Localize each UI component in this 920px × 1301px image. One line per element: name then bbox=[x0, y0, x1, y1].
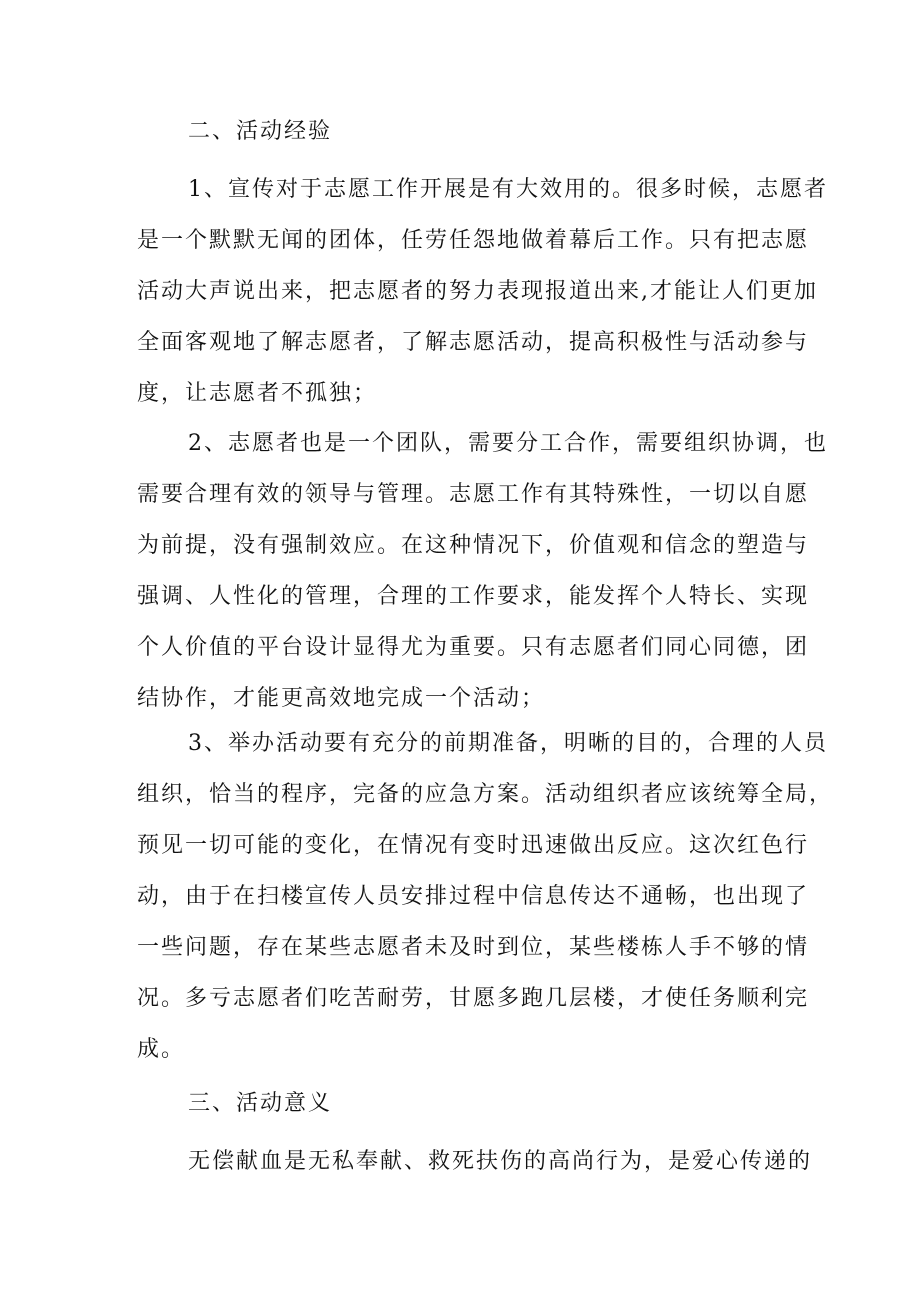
paragraph-line: 组织，恰当的程序，完备的应急方案。活动组织者应该统筹全局， bbox=[137, 782, 834, 807]
paragraph-line: 全面客观地了解志愿者，了解志愿活动，提高积极性与活动参与 bbox=[137, 330, 810, 355]
paragraph-line: 3、举办活动要有充分的前期准备，明晰的目的，合理的人员 bbox=[188, 731, 828, 756]
paragraph-3 bbox=[137, 718, 834, 1075]
paragraph-line: 强调、人性化的管理，合理的工作要求，能发挥个人特长、实现 bbox=[137, 584, 810, 609]
paragraph-line: 为前提，没有强制效应。在这种情况下，价值观和信念的塑造与 bbox=[137, 533, 810, 558]
paragraph-line: 一些问题，存在某些志愿者未及时到位，某些楼栋人手不够的情 bbox=[137, 935, 810, 960]
paragraph-4 bbox=[137, 1136, 813, 1187]
section-heading-activity-significance: 三、活动意义 bbox=[188, 1091, 333, 1116]
paragraph-2 bbox=[137, 418, 828, 724]
paragraph-line: 2、志愿者也是一个团队，需要分工合作，需要组织协调，也 bbox=[188, 431, 828, 456]
paragraph-line: 是一个默默无闻的团体，任劳任怨地做着幕后工作。只有把志愿 bbox=[137, 228, 810, 253]
paragraph-line: 无偿献血是无私奉献、救死扶伤的高尚行为，是爱心传递的 bbox=[188, 1149, 813, 1174]
paragraph-line: 况。多亏志愿者们吃苦耐劳，甘愿多跑几层楼，才使任务顺利完 bbox=[137, 986, 810, 1011]
paragraph-line: 需要合理有效的领导与管理。志愿工作有其特殊性，一切以自愿 bbox=[137, 482, 810, 507]
paragraph-line: 1、宣传对于志愿工作开展是有大效用的。很多时候，志愿者 bbox=[188, 177, 828, 202]
paragraph-line: 结协作，才能更高效地完成一个活动； bbox=[137, 686, 546, 711]
section-heading-activity-experience: 二、活动经验 bbox=[188, 119, 333, 144]
paragraph-line: 成。 bbox=[137, 1037, 186, 1062]
paragraph-line: 活动大声说出来，把志愿者的努力表现报道出来,才能让人们更加 bbox=[137, 279, 818, 304]
paragraph-line: 预见一切可能的变化，在情况有变时迅速做出反应。这次红色行 bbox=[137, 833, 810, 858]
paragraph-line: 动，由于在扫楼宣传人员安排过程中信息传达不通畅，也出现了 bbox=[137, 884, 810, 909]
paragraph-line: 度，让志愿者不孤独； bbox=[137, 381, 378, 406]
paragraph-line: 个人价值的平台设计显得尤为重要。只有志愿者们同心同德，团 bbox=[137, 635, 810, 660]
paragraph-1 bbox=[137, 164, 828, 419]
